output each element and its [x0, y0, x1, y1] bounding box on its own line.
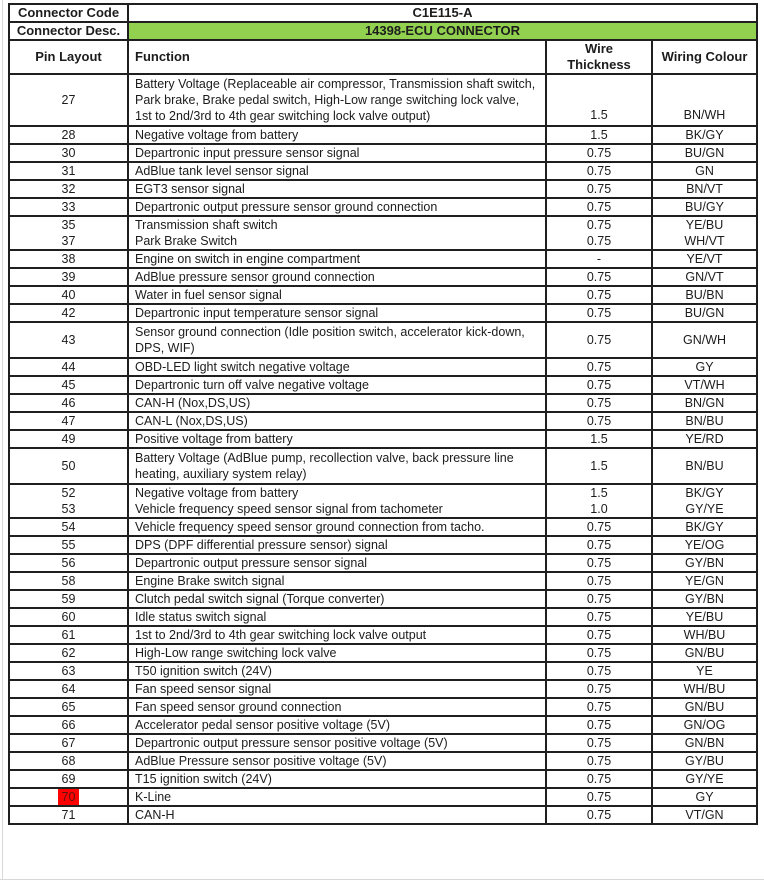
pin-cell [9, 554, 128, 572]
function-cell: Engine Brake switch signal [128, 572, 546, 590]
pin-cell [9, 286, 128, 304]
function-cell: Fan speed sensor ground connection [128, 698, 546, 716]
wire-thickness-cell: 0.75 [546, 412, 652, 430]
pin-cell [9, 734, 128, 752]
pin-number: 43 [61, 333, 76, 347]
wire-thickness-cell: 0.75 [546, 162, 652, 180]
pin-cell [9, 590, 128, 608]
wiring-colour-cell: WH/VT [652, 233, 757, 250]
pin-cell [9, 788, 128, 806]
pin-cell [9, 144, 128, 162]
sheet-gridline-horizontal [0, 879, 764, 880]
wiring-colour-cell: GN [652, 162, 757, 180]
pin-cell [9, 268, 128, 286]
table-row [9, 448, 757, 484]
function-cell: K-Line [128, 788, 546, 806]
wire-thickness-cell: 0.75 [546, 590, 652, 608]
table-row [9, 126, 757, 144]
table-row [9, 358, 757, 376]
pin-number: 27 [61, 93, 76, 107]
pin-number: 32 [61, 182, 76, 196]
table-row [9, 554, 757, 572]
wire-thickness-cell: 1.5 [546, 430, 652, 448]
function-cell: DPS (DPF differential pressure sensor) signal [128, 536, 546, 554]
function-cell: Departronic input pressure sensor signal [128, 144, 546, 162]
wire-thickness-cell: 0.75 [546, 268, 652, 286]
wiring-colour-cell: VT/WH [652, 376, 757, 394]
pin-number: 50 [61, 459, 76, 473]
wiring-colour-cell: GY [652, 358, 757, 376]
pin-cell [9, 216, 128, 233]
wiring-colour-cell: WH/BU [652, 680, 757, 698]
pin-cell [9, 752, 128, 770]
col-header-pin-layout: Pin Layout [9, 40, 128, 74]
table-row [9, 198, 757, 216]
wire-thickness-cell: 0.75 [546, 626, 652, 644]
pin-number: 63 [61, 664, 76, 678]
function-cell: Vehicle frequency speed sensor signal from tachometer [128, 501, 546, 518]
pin-number: 66 [61, 718, 76, 732]
pin-number: 59 [61, 592, 76, 606]
function-cell: Accelerator pedal sensor positive voltage (5V) [128, 716, 546, 734]
table-row [9, 698, 757, 716]
wire-thickness-cell: 0.75 [546, 734, 652, 752]
wire-thickness-cell: 1.5 [546, 448, 652, 484]
table-row [9, 752, 757, 770]
wire-thickness-cell: 0.75 [546, 376, 652, 394]
pin-number: 37 [61, 234, 76, 248]
pin-cell [9, 180, 128, 198]
wire-thickness-cell: 0.75 [546, 662, 652, 680]
wiring-colour-cell: GY/YE [652, 770, 757, 788]
function-cell: Departronic turn off valve negative voltage [128, 376, 546, 394]
pin-number: 60 [61, 610, 76, 624]
function-cell: AdBlue Pressure sensor positive voltage (5V) [128, 752, 546, 770]
wire-thickness-cell: 0.75 [546, 716, 652, 734]
pin-number: 69 [61, 772, 76, 786]
wiring-colour-cell: GN/OG [652, 716, 757, 734]
wire-thickness-cell: 1.5 [546, 74, 652, 126]
pin-number: 35 [61, 218, 76, 232]
pin-cell [9, 662, 128, 680]
wiring-colour-cell: WH/BU [652, 626, 757, 644]
wiring-colour-cell: GN/BU [652, 698, 757, 716]
table-row [9, 536, 757, 554]
wire-thickness-cell: 0.75 [546, 358, 652, 376]
table-row [9, 304, 757, 322]
wire-thickness-cell: 1.5 [546, 126, 652, 144]
wire-thickness-cell: 0.75 [546, 304, 652, 322]
pin-number: 39 [61, 270, 76, 284]
column-header-row [9, 40, 757, 74]
pin-number: 28 [61, 128, 76, 142]
pin-cell [9, 716, 128, 734]
pin-number: 54 [61, 520, 76, 534]
table-row [9, 572, 757, 590]
function-cell: Transmission shaft switch [128, 216, 546, 233]
table-row [9, 626, 757, 644]
function-cell: 1st to 2nd/3rd to 4th gear switching lock valve output [128, 626, 546, 644]
function-cell: CAN-H [128, 806, 546, 824]
col-header-function: Function [128, 40, 546, 74]
pin-number: 44 [61, 360, 76, 374]
wire-thickness-cell: 0.75 [546, 394, 652, 412]
wiring-colour-cell: BN/GN [652, 394, 757, 412]
connector-code-row [9, 4, 757, 22]
pin-number: 38 [61, 252, 76, 266]
connector-desc-value: 14398-ECU CONNECTOR [128, 22, 757, 40]
function-cell: Battery Voltage (AdBlue pump, recollection valve, back pressure line heating, auxiliary system relay) [128, 448, 546, 484]
function-cell: Fan speed sensor signal [128, 680, 546, 698]
wire-thickness-cell: 0.75 [546, 144, 652, 162]
pin-number: 62 [61, 646, 76, 660]
pin-cell [9, 358, 128, 376]
table-row [9, 770, 757, 788]
wiring-colour-cell: BK/GY [652, 518, 757, 536]
table-row [9, 484, 757, 501]
connector-desc-row [9, 22, 757, 40]
pin-number: 71 [61, 808, 76, 822]
pin-number: 64 [61, 682, 76, 696]
pin-cell [9, 698, 128, 716]
function-cell: Departronic output pressure sensor ground connection [128, 198, 546, 216]
wiring-colour-cell: YE/OG [652, 536, 757, 554]
wiring-colour-cell: YE/BU [652, 608, 757, 626]
table-row [9, 376, 757, 394]
table-row [9, 216, 757, 233]
pin-number: 49 [61, 432, 76, 446]
wiring-colour-cell: YE/VT [652, 250, 757, 268]
table-row [9, 162, 757, 180]
wire-thickness-cell: - [546, 250, 652, 268]
pin-cell [9, 126, 128, 144]
wiring-colour-cell: GY/BN [652, 590, 757, 608]
wire-thickness-cell: 0.75 [546, 608, 652, 626]
function-cell: CAN-L (Nox,DS,US) [128, 412, 546, 430]
table-row [9, 250, 757, 268]
wiring-colour-cell: VT/GN [652, 806, 757, 824]
wire-thickness-cell: 0.75 [546, 322, 652, 358]
connector-pinout-table [8, 3, 758, 825]
function-cell: T50 ignition switch (24V) [128, 662, 546, 680]
pin-cell [9, 626, 128, 644]
connector-code-label: Connector Code [9, 4, 128, 22]
function-cell: AdBlue tank level sensor signal [128, 162, 546, 180]
wiring-colour-cell: BN/BU [652, 412, 757, 430]
connector-desc-label: Connector Desc. [9, 22, 128, 40]
table-row [9, 644, 757, 662]
pin-number: 56 [61, 556, 76, 570]
function-cell: Negative voltage from battery [128, 126, 546, 144]
wiring-colour-cell: BU/GY [652, 198, 757, 216]
table-row [9, 518, 757, 536]
pin-number: 45 [61, 378, 76, 392]
wire-thickness-cell: 0.75 [546, 752, 652, 770]
col-header-wiring-colour: Wiring Colour [652, 40, 757, 74]
function-cell: OBD-LED light switch negative voltage [128, 358, 546, 376]
function-cell: Departronic output pressure sensor signal [128, 554, 546, 572]
table-row [9, 394, 757, 412]
function-cell: Vehicle frequency speed sensor ground connection from tacho. [128, 518, 546, 536]
wire-thickness-cell: 0.75 [546, 770, 652, 788]
connector-code-value: C1E115-A [128, 4, 757, 22]
table-row [9, 268, 757, 286]
pin-cell [9, 770, 128, 788]
wiring-colour-cell: GN/BN [652, 734, 757, 752]
pin-number: 58 [61, 574, 76, 588]
pin-cell [9, 430, 128, 448]
pin-number: 30 [61, 146, 76, 160]
wiring-colour-cell: GY/BU [652, 752, 757, 770]
function-cell: Water in fuel sensor signal [128, 286, 546, 304]
table-row [9, 233, 757, 250]
function-cell: Battery Voltage (Replaceable air compressor, Transmission shaft switch, Park brake, Brake pedal switch, High-Low range switching lock valve, 1st to 2nd/3rd to 4th gear switching lock valve output) [128, 74, 546, 126]
wiring-colour-cell: BN/VT [652, 180, 757, 198]
function-cell: Departronic input temperature sensor signal [128, 304, 546, 322]
function-cell: T15 ignition switch (24V) [128, 770, 546, 788]
pin-cell [9, 322, 128, 358]
wiring-colour-cell: BU/GN [652, 304, 757, 322]
pin-number: 65 [61, 700, 76, 714]
table-row [9, 74, 757, 126]
wire-thickness-cell: 0.75 [546, 554, 652, 572]
function-cell: Departronic output pressure sensor positive voltage (5V) [128, 734, 546, 752]
wire-thickness-cell: 0.75 [546, 286, 652, 304]
wire-thickness-cell: 0.75 [546, 572, 652, 590]
wiring-colour-cell: BK/GY [652, 126, 757, 144]
wire-thickness-cell: 0.75 [546, 216, 652, 233]
wire-thickness-cell: 0.75 [546, 788, 652, 806]
function-cell: CAN-H (Nox,DS,US) [128, 394, 546, 412]
pin-number: 53 [61, 502, 76, 516]
pin-number: 55 [61, 538, 76, 552]
table-row [9, 734, 757, 752]
wiring-colour-cell: GY/BN [652, 554, 757, 572]
pin-number: 31 [61, 164, 76, 178]
table-row [9, 662, 757, 680]
function-cell: High-Low range switching lock valve [128, 644, 546, 662]
wiring-colour-cell: GN/WH [652, 322, 757, 358]
wire-thickness-cell: 0.75 [546, 806, 652, 824]
pin-number: 67 [61, 736, 76, 750]
function-cell: AdBlue pressure sensor ground connection [128, 268, 546, 286]
pin-cell [9, 806, 128, 824]
pin-cell [9, 304, 128, 322]
wiring-colour-cell: GN/VT [652, 268, 757, 286]
pin-cell [9, 608, 128, 626]
wiring-colour-cell: BU/BN [652, 286, 757, 304]
function-cell: Negative voltage from battery [128, 484, 546, 501]
table-row [9, 788, 757, 806]
pin-number: 42 [61, 306, 76, 320]
function-cell: Positive voltage from battery [128, 430, 546, 448]
pin-number: 61 [61, 628, 76, 642]
pin-number: 52 [61, 486, 76, 500]
pin-cell [9, 484, 128, 501]
pin-cell [9, 448, 128, 484]
pin-cell [9, 572, 128, 590]
wiring-colour-cell: GY [652, 788, 757, 806]
wire-thickness-cell: 0.75 [546, 644, 652, 662]
function-cell: EGT3 sensor signal [128, 180, 546, 198]
wire-thickness-cell: 1.5 [546, 484, 652, 501]
table-row [9, 322, 757, 358]
pin-number: 68 [61, 754, 76, 768]
table-row [9, 608, 757, 626]
function-cell: Clutch pedal switch signal (Torque converter) [128, 590, 546, 608]
pin-cell [9, 536, 128, 554]
wiring-colour-cell: BU/GN [652, 144, 757, 162]
wiring-colour-cell: GN/BU [652, 644, 757, 662]
pin-number: 46 [61, 396, 76, 410]
function-cell: Engine on switch in engine compartment [128, 250, 546, 268]
wiring-colour-cell: BN/WH [652, 74, 757, 126]
col-header-wire-thickness: Wire Thickness [546, 40, 652, 74]
pin-number: 70 [58, 789, 80, 805]
pin-number: 40 [61, 288, 76, 302]
wire-thickness-cell: 0.75 [546, 680, 652, 698]
pin-cell [9, 501, 128, 518]
pin-cell [9, 233, 128, 250]
pin-cell [9, 394, 128, 412]
function-cell: Idle status switch signal [128, 608, 546, 626]
wiring-colour-cell: YE/BU [652, 216, 757, 233]
wire-thickness-cell: 0.75 [546, 536, 652, 554]
pin-cell [9, 644, 128, 662]
table-row [9, 590, 757, 608]
wire-thickness-cell: 0.75 [546, 180, 652, 198]
table-row [9, 430, 757, 448]
pin-cell [9, 412, 128, 430]
table-row [9, 286, 757, 304]
function-cell: Sensor ground connection (Idle position switch, accelerator kick-down, DPS, WIF) [128, 322, 546, 358]
wire-thickness-cell: 0.75 [546, 698, 652, 716]
table-row [9, 680, 757, 698]
wiring-colour-cell: YE/RD [652, 430, 757, 448]
table-row [9, 180, 757, 198]
wire-thickness-cell: 0.75 [546, 518, 652, 536]
pin-cell [9, 250, 128, 268]
pin-table-body [9, 74, 757, 824]
pin-cell [9, 680, 128, 698]
sheet-gridline-vertical [2, 0, 3, 879]
table-row [9, 501, 757, 518]
pin-cell [9, 198, 128, 216]
wire-thickness-cell: 0.75 [546, 233, 652, 250]
table-row [9, 144, 757, 162]
pin-number: 47 [61, 414, 76, 428]
pin-cell [9, 74, 128, 126]
wire-thickness-cell: 1.0 [546, 501, 652, 518]
table-row [9, 716, 757, 734]
pin-cell [9, 376, 128, 394]
wiring-colour-cell: BK/GY [652, 484, 757, 501]
wiring-colour-cell: GY/YE [652, 501, 757, 518]
wire-thickness-cell: 0.75 [546, 198, 652, 216]
pin-number: 33 [61, 200, 76, 214]
wiring-colour-cell: YE [652, 662, 757, 680]
wiring-colour-cell: YE/GN [652, 572, 757, 590]
table-row [9, 412, 757, 430]
pin-cell [9, 518, 128, 536]
pin-cell [9, 162, 128, 180]
function-cell: Park Brake Switch [128, 233, 546, 250]
wiring-colour-cell: BN/BU [652, 448, 757, 484]
table-row [9, 806, 757, 824]
